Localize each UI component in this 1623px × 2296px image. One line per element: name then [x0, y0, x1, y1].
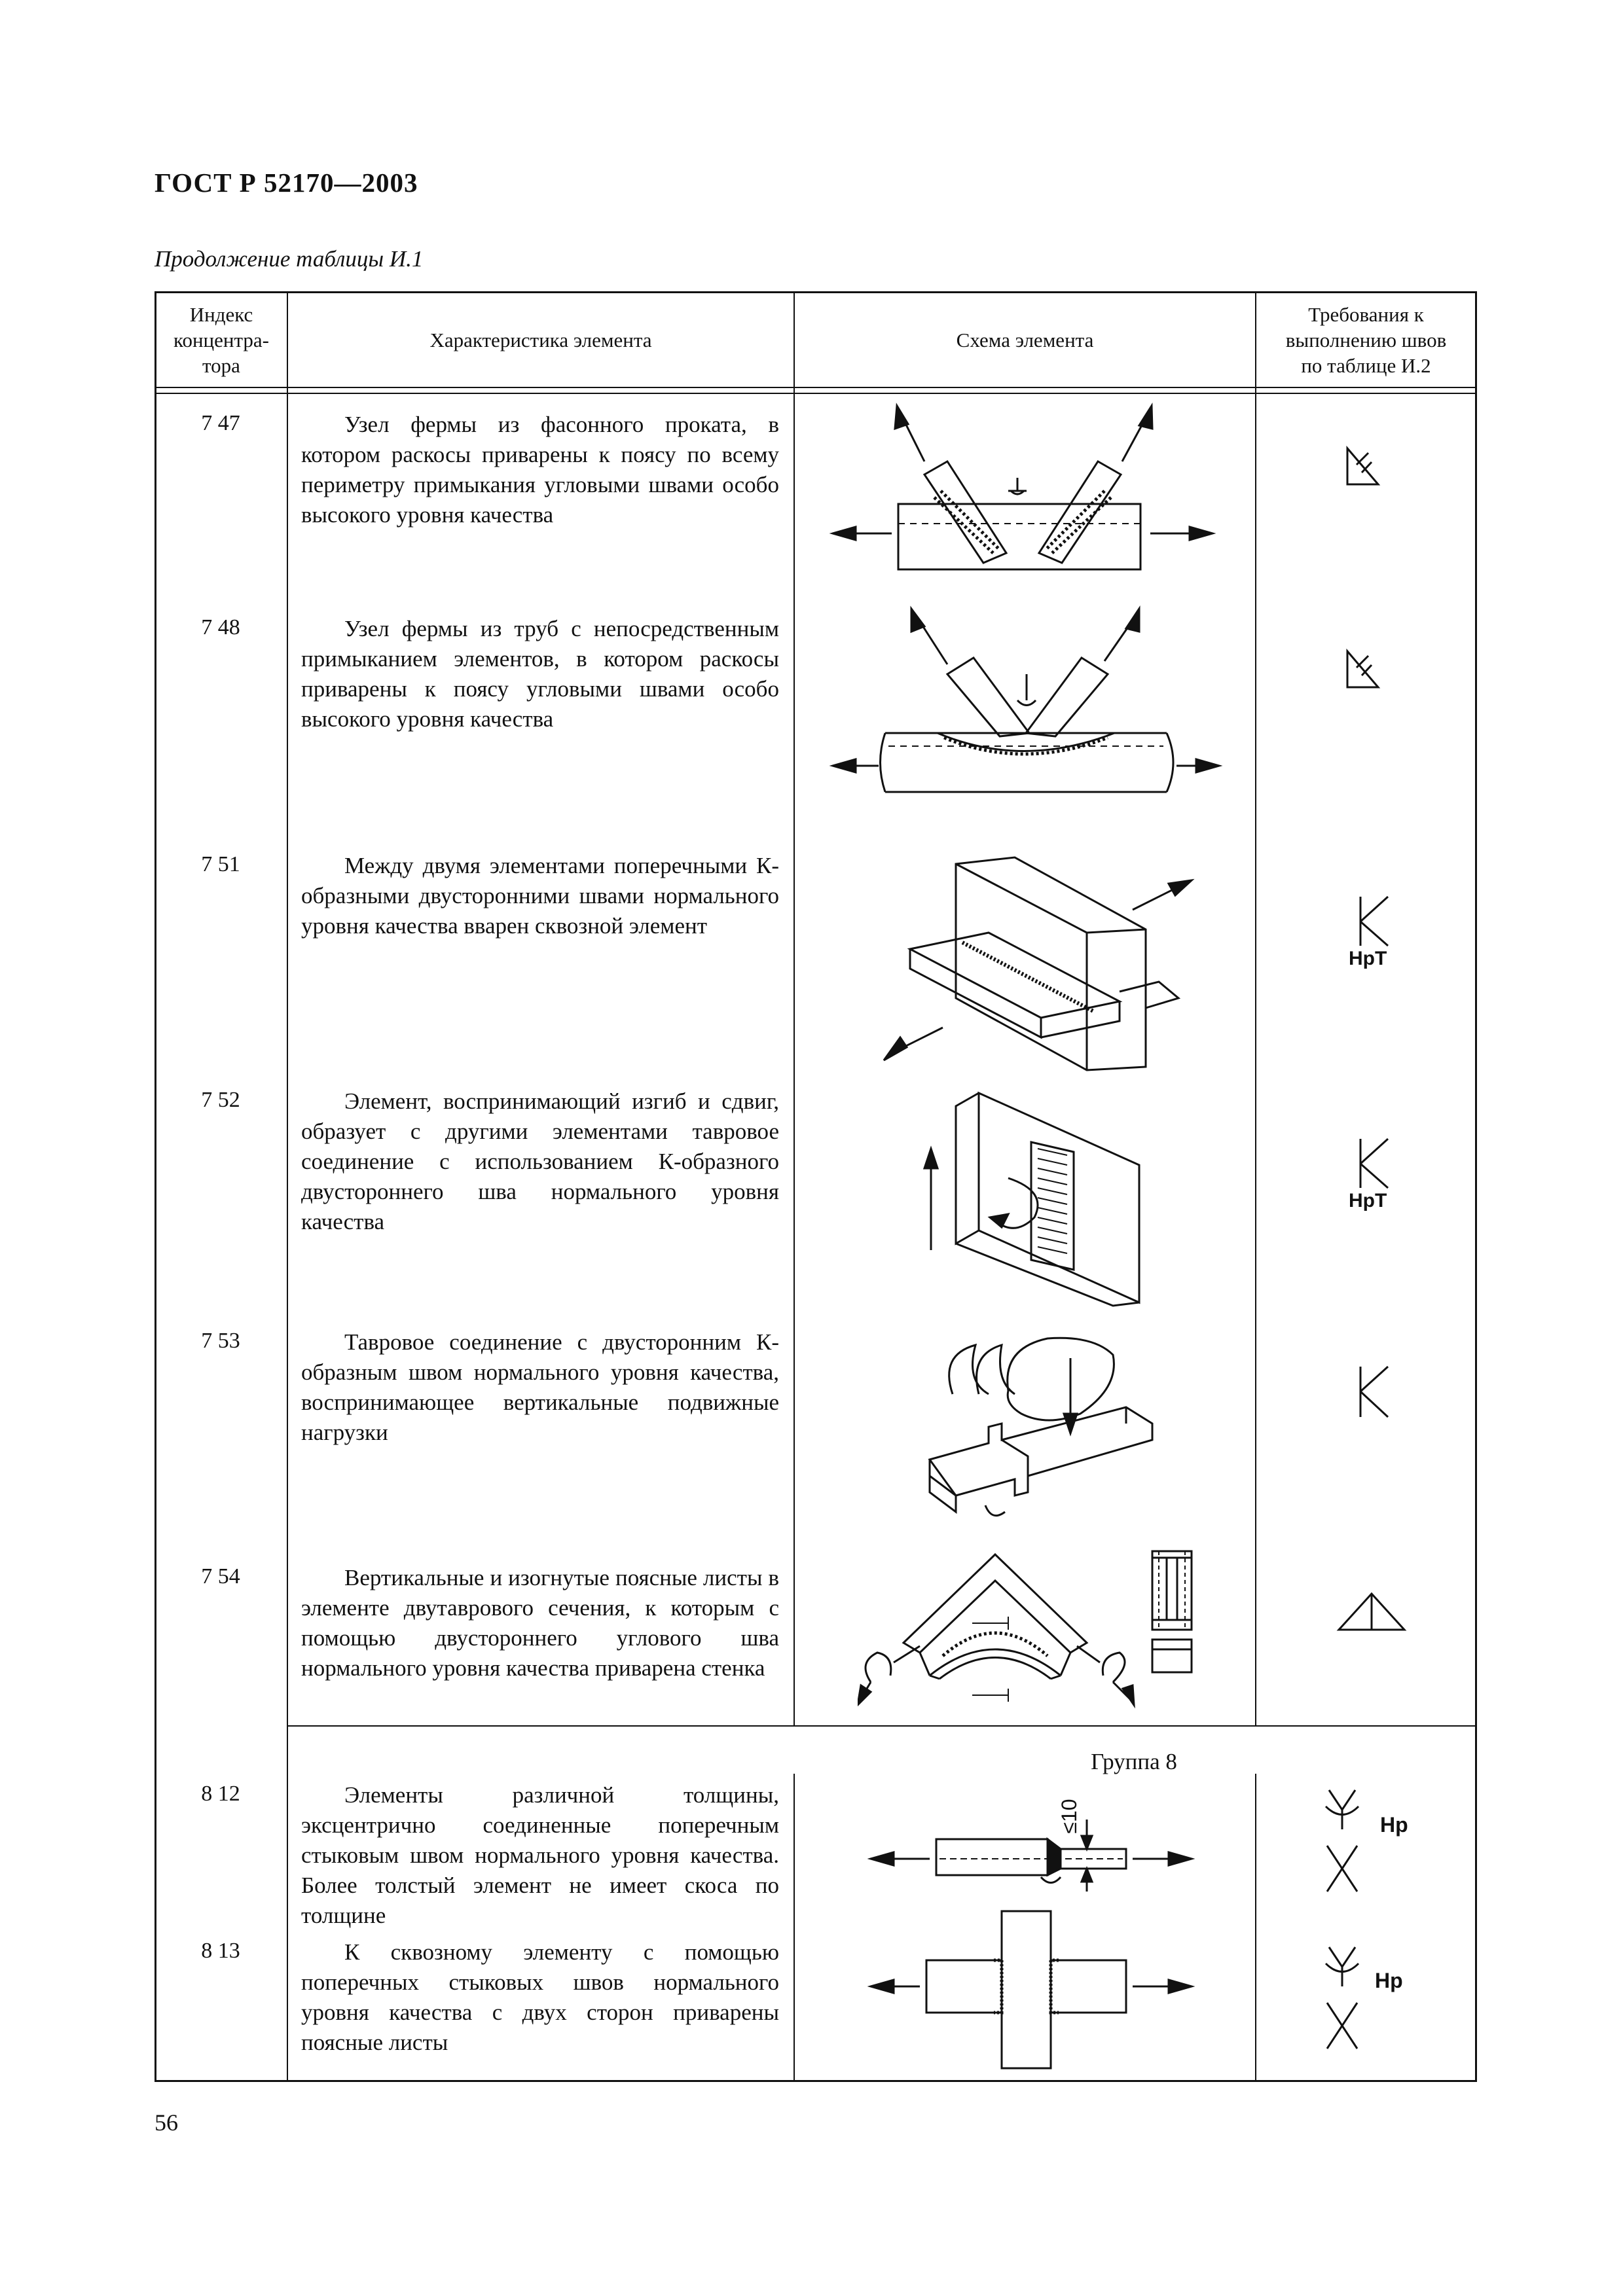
- scheme-through-element: [871, 851, 1211, 1073]
- scheme-through-element-butt: [864, 1905, 1231, 2075]
- col-divider-2-upper: [793, 291, 795, 1725]
- weld-symbol-double-fillet: [1336, 1584, 1408, 1636]
- weld-quality-label: Нр: [1375, 1969, 1403, 1992]
- row-index: 7 48: [201, 615, 240, 639]
- row-description: Узел фермы из труб с непосредственным примыканием элементов, в котором раскосы приварены к поясу угловыми швами особо высокого уровня качества: [301, 616, 779, 732]
- weld-quality-label: НрТ: [1349, 1190, 1387, 1211]
- weld-symbol-k: [1349, 1361, 1427, 1427]
- row-description: Тавровое соединение с двусторонним К-образным швом нормального уровня качества, воспринимающее вертикальные подвижные нагрузки: [301, 1329, 779, 1445]
- col-divider-3-upper: [1255, 291, 1256, 1725]
- row-index: 7 53: [201, 1329, 240, 1353]
- row-description: К сквозному элементу с помощью поперечных стыковых швов нормального уровня качества с двух сторон приварены поясные листы: [301, 1939, 779, 2055]
- document-title: ГОСТ Р 52170—2003: [155, 168, 418, 198]
- header-requirements: [1256, 293, 1476, 387]
- header-req-line: выполнению швов: [1285, 328, 1447, 351]
- header-description: Характеристика элемента: [429, 328, 652, 351]
- header-rule-1: [155, 387, 1477, 388]
- row-description: Элемент, воспринимающий изгиб и сдвиг, образует с другими элементами тавровое соединение с использованием К-образного двустороннего шва нормального уровня качества: [301, 1088, 779, 1234]
- group-rule: [287, 1725, 1477, 1727]
- weld-symbol-fillet-special: [1342, 445, 1388, 491]
- scheme-tee-moving-load: [917, 1329, 1165, 1545]
- header-req-line: Требования к: [1308, 302, 1424, 326]
- group-label: Группа 8: [1091, 1749, 1177, 1774]
- header-index-line: тора: [202, 353, 240, 377]
- col-divider-1: [287, 291, 288, 2082]
- weld-quality-label: Нр: [1380, 1813, 1408, 1837]
- row-index: 8 13: [201, 1939, 240, 1963]
- row-index: 7 47: [201, 411, 240, 435]
- row-index: 7 52: [201, 1088, 240, 1112]
- header-index-line: концентра-: [173, 328, 270, 351]
- header-scheme: Схема элемента: [956, 328, 1094, 351]
- page-number: 56: [155, 2109, 178, 2136]
- weld-symbol-butt-double: [1319, 1784, 1398, 1901]
- row-description: Вертикальные и изогнутые поясные листы в элементе двутаврового сечения, к которым с помощью двустороннего углового шва нормального уровня качества приварена стенка: [301, 1565, 779, 1681]
- row-index: 7 54: [201, 1564, 240, 1588]
- col-divider-3-lower: [1255, 1774, 1256, 2082]
- scheme-truss-angle-profile: [826, 399, 1219, 583]
- row-description: Элементы различной толщины, эксцентрично соединенные поперечным стыковым швом нормального уровня качества. Более толстый элемент не имеет скоса по толщине: [301, 1782, 779, 1928]
- header-req-line: по таблице И.2: [1301, 353, 1431, 377]
- scheme-i-section-curved-flange: [858, 1545, 1244, 1721]
- header-index: [156, 293, 287, 387]
- row-index: 8 12: [201, 1782, 240, 1806]
- col-divider-2-lower: [793, 1774, 795, 2082]
- row-index: 7 51: [201, 852, 240, 876]
- weld-symbol-fillet-special: [1342, 648, 1388, 694]
- header-index-line: Индекс: [189, 302, 253, 326]
- row-description: Узел фермы из фасонного проката, в котором раскосы приварены к поясу по всему периметру примыкания угловыми швами особо высокого уровня качества: [301, 412, 779, 528]
- weld-quality-label: НрТ: [1349, 948, 1387, 969]
- header-rule-2: [155, 393, 1477, 394]
- row-description: Между двумя элементами поперечными К-образными двусторонними швами нормального уровня качества вварен сквозной элемент: [301, 853, 779, 939]
- scheme-truss-tube: [826, 599, 1226, 815]
- dimension-label: ≤10: [1057, 1799, 1081, 1834]
- scheme-eccentric-butt-joint: [864, 1767, 1231, 1905]
- table-caption: Продолжение таблицы И.1: [155, 246, 424, 272]
- scheme-tee-bending-shear: [917, 1086, 1165, 1309]
- weld-symbol-butt-double: [1319, 1941, 1398, 2058]
